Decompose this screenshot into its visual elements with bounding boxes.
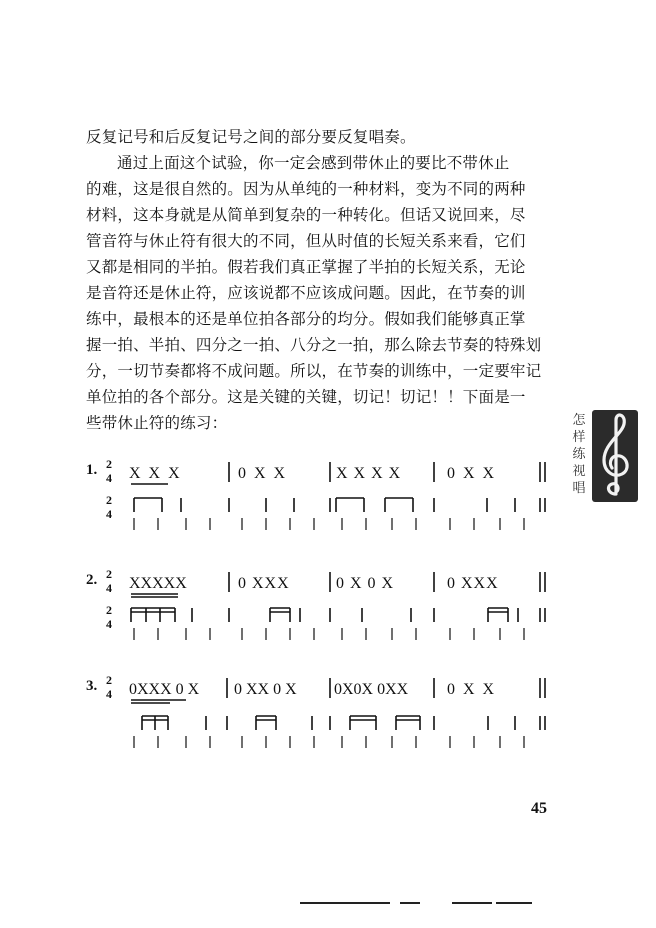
measure-notation: 0 X X [447,465,497,482]
measure-notation: XXXXX [129,575,187,592]
exercise-2 [86,567,545,640]
time-signature-top: 2 [106,493,112,507]
measure-notation: 0 X X [238,465,288,482]
measure-notation: 0X0X 0XX [334,681,409,698]
time-signature-bottom: 4 [106,687,112,701]
text-line: 些带休止符的练习： [86,414,228,432]
measure-notation: 0 XX 0 X [234,681,297,698]
time-signature-bottom: 4 [106,617,112,631]
side-tab-char: 样 [572,430,586,445]
time-signature-bottom: 4 [106,581,112,595]
text-line: 分，一切节奏都将不成问题。所以，在节奏的训练中，一定要牢记 [86,362,542,380]
time-signature-bottom: 4 [106,471,112,485]
side-tab-char: 视 [572,464,586,479]
measure-notation: X X X X [336,465,402,482]
time-signature-bottom: 4 [106,507,112,521]
measure-notation: 0 X X [447,681,497,698]
exercise-1 [86,457,545,530]
exercise-number: 1. [86,462,98,478]
time-signature-top: 2 [106,603,112,617]
time-signature-top: 2 [106,457,112,471]
text-line: 是音符还是休止符，应该说都不应该成问题。因此，在节奏的训 [86,284,526,302]
time-signature-top: 2 [106,567,112,581]
exercise-number: 2. [86,572,98,588]
scan-artifact-marks [0,896,656,916]
text-line: 管音符与休止符有很大的不同，但从时值的长短关系来看，它们 [86,232,526,250]
side-tab-char: 练 [572,447,586,462]
measure-notation: 0XXX 0 X [129,681,200,698]
text-line: 又都是相同的半拍。假若我们真正掌握了半拍的长短关系，无论 [86,258,526,276]
measure-notation: 0 X 0 X [336,575,395,592]
text-line: 握一拍、半拍、四分之一拍、八分之一拍，那么除去节奏的特殊划 [86,336,542,354]
text-line: 单位拍的各个部分。这是关键的关键，切记！切记！！下面是一 [86,388,526,406]
text-line: 通过上面这个试验，你一定会感到带休止的要比不带休止 [117,154,510,172]
text-line: 练中，最根本的还是单位拍各部分的均分。假如我们能够真正掌 [86,310,526,328]
text-line: 材料，这本身就是从简单到复杂的一种转化。但话又说回来，尽 [86,206,526,224]
beat-arrows [134,518,524,530]
time-signature-top: 2 [106,673,112,687]
rhythm-exercises [0,440,656,770]
side-tab-char: 唱 [572,481,586,496]
beat-arrows [134,628,524,640]
side-tab-char: 怎 [572,413,586,428]
measure-notation: 0 XXX [447,575,499,592]
text-line: 的难，这是很自然的。因为从单纯的一种材料，变为不同的两种 [86,180,526,198]
body-text [86,124,558,436]
measure-notation: X X X [129,465,182,482]
exercise-3 [86,673,545,748]
beat-arrows [134,736,524,748]
text-line: 反复记号和后反复记号之间的部分要反复唱奏。 [86,128,416,146]
exercise-number: 3. [86,678,98,694]
page-number: 45 [531,800,547,817]
measure-notation: 0 XXX [238,575,290,592]
